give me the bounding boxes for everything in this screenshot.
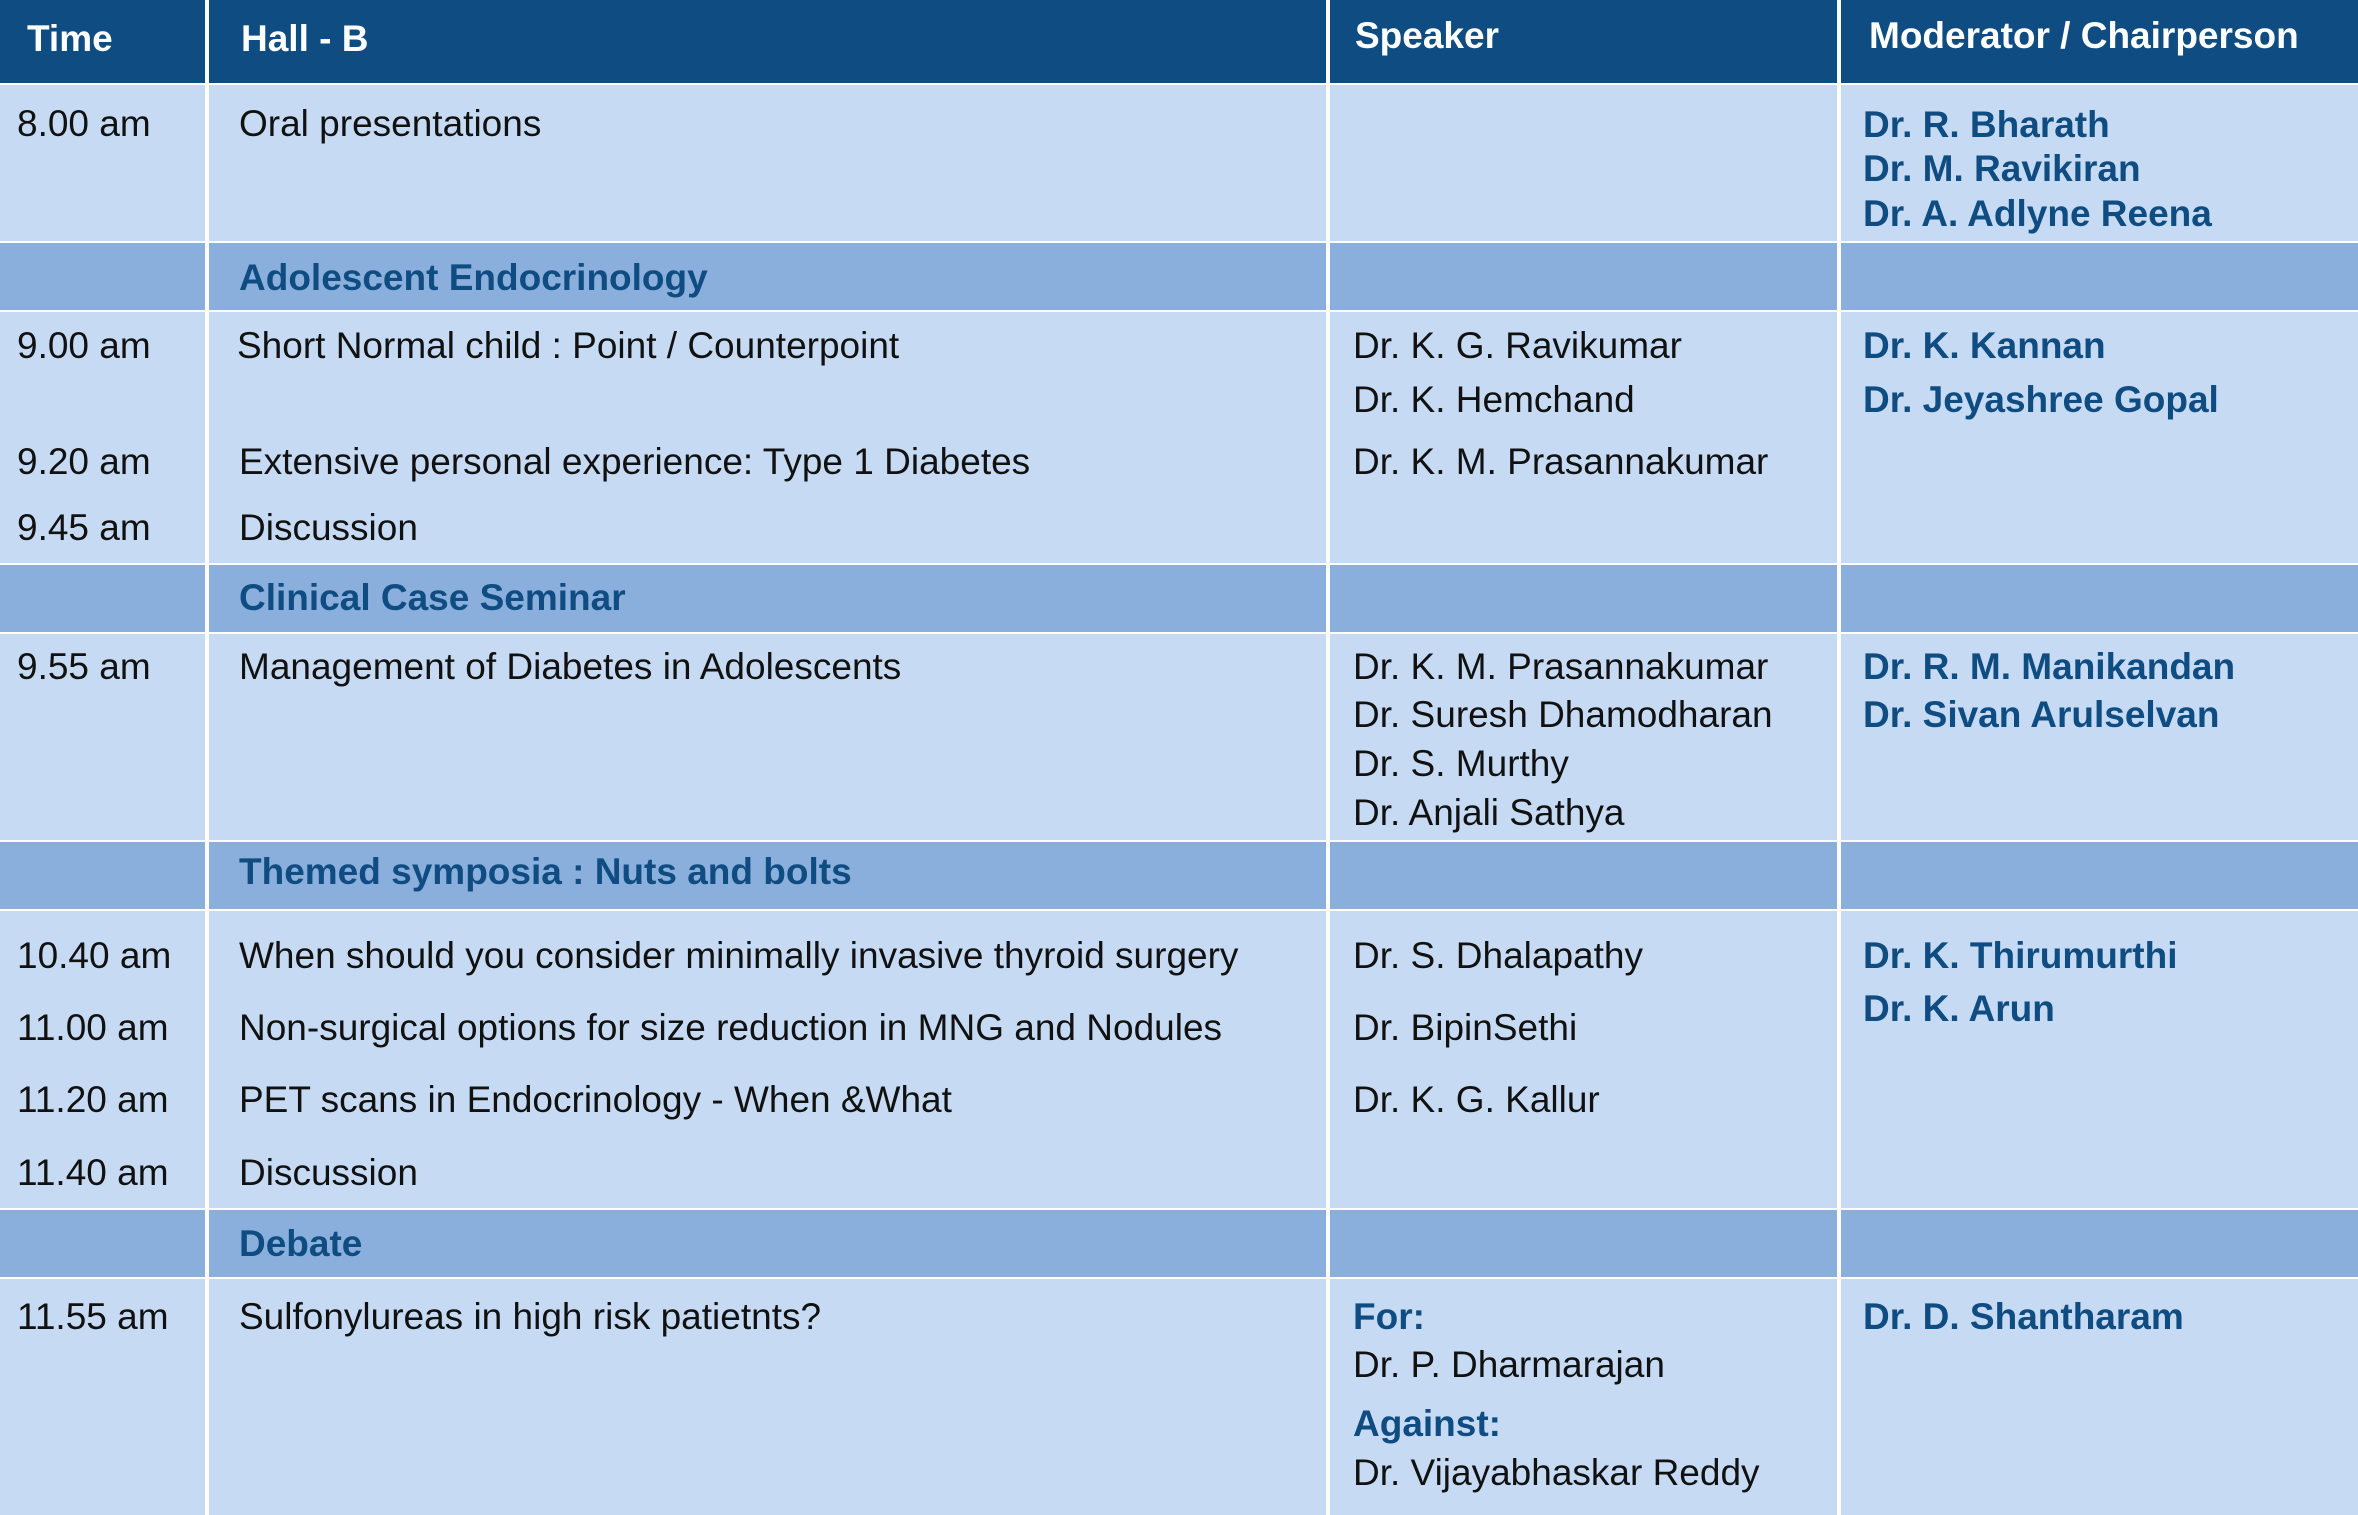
speaker-name: Dr. Vijayabhaskar Reddy xyxy=(1353,1452,1760,1493)
moderator-name: Dr. R. Bharath xyxy=(1863,104,2110,145)
header-hall-cell xyxy=(209,0,1326,83)
moderator-name: Dr. Jeyashree Gopal xyxy=(1863,379,2219,420)
moderator-name: Dr. K. Kannan xyxy=(1863,325,2106,366)
speaker-name: Dr. S. Murthy xyxy=(1353,743,1569,784)
header-row xyxy=(0,0,2358,83)
speaker-name: Dr. K. M. Prasannakumar xyxy=(1353,441,1769,482)
moderator-name: Dr. K. Thirumurthi xyxy=(1863,935,2178,976)
header-time-cell xyxy=(0,0,205,83)
speaker-name: Dr. BipinSethi xyxy=(1353,1007,1578,1048)
session-time: 9.00 am xyxy=(17,325,151,366)
section-row xyxy=(0,1210,2358,1277)
section-row xyxy=(0,243,2358,310)
session-topic: Short Normal child : Point / Counterpoint xyxy=(237,325,900,366)
moderator-name: Dr. A. Adlyne Reena xyxy=(1863,193,2212,234)
session-time: 11.20 am xyxy=(17,1079,169,1120)
session-time: 11.40 am xyxy=(17,1152,169,1193)
session-topic: Discussion xyxy=(239,1152,418,1193)
session-topic: Sulfonylureas in high risk patietnts? xyxy=(239,1296,822,1337)
header-hall: Hall - B xyxy=(241,18,369,59)
moderator-name: Dr. R. M. Manikandan xyxy=(1863,646,2236,687)
section-row xyxy=(0,565,2358,632)
speaker-name: Dr. Suresh Dhamodharan xyxy=(1353,694,1773,735)
moderator-name: Dr. Sivan Arulselvan xyxy=(1863,694,2220,735)
speaker-name: Dr. S. Dhalapathy xyxy=(1353,935,1643,976)
section-title: Adolescent Endocrinology xyxy=(239,257,708,298)
session-row xyxy=(0,1279,2358,1515)
session-topic: Non-surgical options for size reduction in MNG and Nodules xyxy=(239,1007,1223,1048)
speaker-name: Dr. K. G. Ravikumar xyxy=(1353,325,1682,366)
moderator-name: Dr. D. Shantharam xyxy=(1863,1296,2184,1337)
session-time: 11.55 am xyxy=(17,1296,169,1337)
session-time: 9.45 am xyxy=(17,507,151,548)
section-title: Themed symposia : Nuts and bolts xyxy=(239,851,852,892)
session-topic: PET scans in Endocrinology - When &What xyxy=(239,1079,952,1120)
section-title: Debate xyxy=(239,1223,363,1264)
session-topic: Extensive personal experience: Type 1 Diabetes xyxy=(239,441,1031,482)
header-speaker-cell xyxy=(1330,0,1837,83)
debate-against-label: Against: xyxy=(1353,1403,1501,1444)
session-time: 11.00 am xyxy=(17,1007,169,1048)
session-row xyxy=(0,312,2358,563)
speaker-name: Dr. K. M. Prasannakumar xyxy=(1353,646,1769,687)
header-moderator: Moderator / Chairperson xyxy=(1869,15,2299,56)
session-topic: When should you consider minimally invasive thyroid surgery xyxy=(239,935,1239,976)
session-row xyxy=(0,911,2358,1208)
session-time: 10.40 am xyxy=(17,935,172,976)
moderator-name: Dr. K. Arun xyxy=(1863,988,2055,1029)
session-time: 9.20 am xyxy=(17,441,151,482)
session-topic: Oral presentations xyxy=(239,103,542,144)
session-topic: Discussion xyxy=(239,507,418,548)
section-row xyxy=(0,842,2358,909)
speaker-name: Dr. K. Hemchand xyxy=(1353,379,1635,420)
speaker-name: Dr. K. G. Kallur xyxy=(1353,1079,1600,1120)
moderator-name: Dr. M. Ravikiran xyxy=(1863,148,2141,189)
session-row xyxy=(0,634,2358,840)
speaker-name: Dr. Anjali Sathya xyxy=(1353,792,1625,833)
header-time: Time xyxy=(27,18,113,59)
speaker-name: Dr. P. Dharmarajan xyxy=(1353,1344,1665,1385)
section-title: Clinical Case Seminar xyxy=(239,577,626,618)
session-time: 8.00 am xyxy=(17,103,151,144)
session-topic: Management of Diabetes in Adolescents xyxy=(239,646,902,687)
header-speaker: Speaker xyxy=(1355,15,1499,56)
debate-for-label: For: xyxy=(1353,1296,1425,1337)
session-time: 9.55 am xyxy=(17,646,151,687)
header-moderator-cell xyxy=(1841,0,2358,83)
session-row xyxy=(0,85,2358,241)
